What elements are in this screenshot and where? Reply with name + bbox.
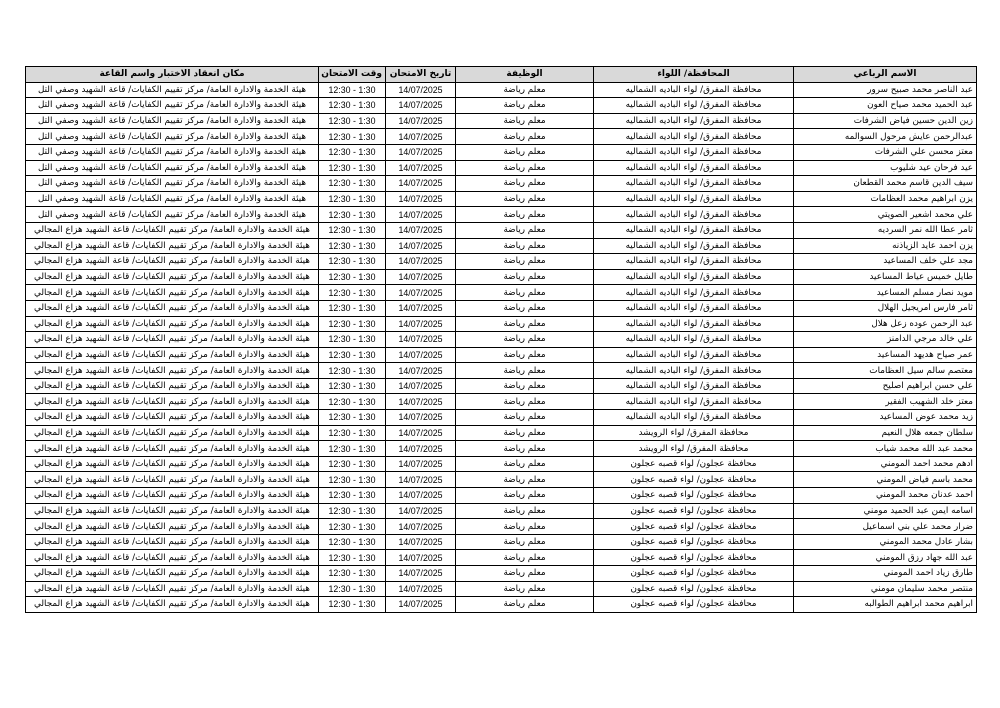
- cell-job: معلم رياضة: [456, 597, 594, 613]
- cell-exam-date: 14/07/2025: [386, 425, 456, 441]
- table-row: [26, 597, 977, 613]
- cell-exam-time: 12:30 - 1:30: [319, 316, 386, 332]
- cell-exam-time: 12:30 - 1:30: [319, 378, 386, 394]
- cell-job: معلم رياضة: [456, 238, 594, 254]
- cell-job: معلم رياضة: [456, 129, 594, 145]
- cell-full-name: منتصر محمد سليمان مومني: [794, 581, 977, 597]
- cell-job: معلم رياضة: [456, 581, 594, 597]
- cell-full-name: عمر صياح هديهد المساعيد: [794, 347, 977, 363]
- cell-full-name: عبدالرحمن عايش مرحول السوالمه: [794, 129, 977, 145]
- table-row: [26, 550, 977, 566]
- cell-exam-time: 12:30 - 1:30: [319, 238, 386, 254]
- cell-governorate: محافظة عجلون/ لواء قصبه عجلون: [594, 597, 794, 613]
- cell-full-name: طايل خميس عياط المساعيد: [794, 269, 977, 285]
- cell-exam-time: 12:30 - 1:30: [319, 425, 386, 441]
- cell-exam-time: 12:30 - 1:30: [319, 550, 386, 566]
- cell-full-name: مويد نصار مسلم المساعيد: [794, 285, 977, 301]
- cell-exam-venue: هيئة الخدمة والادارة العامة/ مركز تقييم الكفايات/ قاعة الشهيد وصفي التل: [26, 207, 319, 223]
- cell-governorate: محافظة عجلون/ لواء قصبه عجلون: [594, 550, 794, 566]
- cell-exam-venue: هيئة الخدمة والادارة العامة/ مركز تقييم الكفايات/ قاعة الشهيد هزاع المجالي: [26, 363, 319, 379]
- cell-exam-time: 12:30 - 1:30: [319, 269, 386, 285]
- cell-governorate: محافظة المفرق/ لواء الباديه الشماليه: [594, 176, 794, 192]
- cell-job: معلم رياضة: [456, 363, 594, 379]
- table-row: [26, 472, 977, 488]
- cell-exam-date: 14/07/2025: [386, 176, 456, 192]
- cell-exam-time: 12:30 - 1:30: [319, 441, 386, 457]
- cell-exam-venue: هيئة الخدمة والادارة العامة/ مركز تقييم الكفايات/ قاعة الشهيد هزاع المجالي: [26, 550, 319, 566]
- header-governorate: المحافظة/ اللواء: [594, 67, 794, 83]
- cell-exam-venue: هيئة الخدمة والادارة العامة/ مركز تقييم الكفايات/ قاعة الشهيد هزاع المجالي: [26, 597, 319, 613]
- cell-governorate: محافظة المفرق/ لواء الباديه الشماليه: [594, 378, 794, 394]
- cell-governorate: محافظة عجلون/ لواء قصبه عجلون: [594, 456, 794, 472]
- cell-full-name: طارق زياد احمد المومني: [794, 566, 977, 582]
- cell-job: معلم رياضة: [456, 519, 594, 535]
- table-row: [26, 254, 977, 270]
- cell-exam-time: 12:30 - 1:30: [319, 222, 386, 238]
- cell-job: معلم رياضة: [456, 113, 594, 129]
- cell-exam-venue: هيئة الخدمة والادارة العامة/ مركز تقييم الكفايات/ قاعة الشهيد هزاع المجالي: [26, 488, 319, 504]
- cell-governorate: محافظة المفرق/ لواء الباديه الشماليه: [594, 238, 794, 254]
- cell-exam-venue: هيئة الخدمة والادارة العامة/ مركز تقييم الكفايات/ قاعة الشهيد هزاع المجالي: [26, 254, 319, 270]
- table-row: [26, 347, 977, 363]
- cell-exam-date: 14/07/2025: [386, 113, 456, 129]
- cell-exam-date: 14/07/2025: [386, 238, 456, 254]
- cell-full-name: يزن احمد عايد الزياذنه: [794, 238, 977, 254]
- cell-exam-date: 14/07/2025: [386, 566, 456, 582]
- cell-exam-date: 14/07/2025: [386, 410, 456, 426]
- table-row: [26, 144, 977, 160]
- cell-exam-time: 12:30 - 1:30: [319, 129, 386, 145]
- table-row: [26, 207, 977, 223]
- cell-exam-date: 14/07/2025: [386, 550, 456, 566]
- table-row: [26, 300, 977, 316]
- cell-job: معلم رياضة: [456, 207, 594, 223]
- cell-job: معلم رياضة: [456, 441, 594, 457]
- cell-exam-time: 12:30 - 1:30: [319, 144, 386, 160]
- cell-exam-date: 14/07/2025: [386, 378, 456, 394]
- cell-exam-venue: هيئة الخدمة والادارة العامة/ مركز تقييم الكفايات/ قاعة الشهيد وصفي التل: [26, 98, 319, 114]
- table-row: [26, 488, 977, 504]
- cell-job: معلم رياضة: [456, 410, 594, 426]
- cell-exam-date: 14/07/2025: [386, 472, 456, 488]
- cell-exam-time: 12:30 - 1:30: [319, 332, 386, 348]
- cell-full-name: سيف الدين قاسم محمد القطعان: [794, 176, 977, 192]
- cell-exam-time: 12:30 - 1:30: [319, 98, 386, 114]
- cell-full-name: عيد فرحان عيد شليوب: [794, 160, 977, 176]
- cell-full-name: زيد محمد عوض المساعيد: [794, 410, 977, 426]
- table-row: [26, 456, 977, 472]
- cell-governorate: محافظة المفرق/ لواء الباديه الشماليه: [594, 82, 794, 98]
- cell-exam-date: 14/07/2025: [386, 441, 456, 457]
- cell-full-name: يزن ابراهيم محمد العظامات: [794, 191, 977, 207]
- cell-full-name: معتز محسن علي الشرفات: [794, 144, 977, 160]
- table-row: [26, 425, 977, 441]
- cell-exam-venue: هيئة الخدمة والادارة العامة/ مركز تقييم الكفايات/ قاعة الشهيد هزاع المجالي: [26, 269, 319, 285]
- cell-exam-venue: هيئة الخدمة والادارة العامة/ مركز تقييم الكفايات/ قاعة الشهيد وصفي التل: [26, 129, 319, 145]
- cell-full-name: مجد علي خلف المساعيد: [794, 254, 977, 270]
- cell-governorate: محافظة المفرق/ لواء الباديه الشماليه: [594, 269, 794, 285]
- cell-exam-venue: هيئة الخدمة والادارة العامة/ مركز تقييم الكفايات/ قاعة الشهيد هزاع المجالي: [26, 410, 319, 426]
- cell-full-name: زين الدين حسين فياض الشرفات: [794, 113, 977, 129]
- cell-job: معلم رياضة: [456, 300, 594, 316]
- cell-job: معلم رياضة: [456, 144, 594, 160]
- table-row: [26, 129, 977, 145]
- cell-exam-venue: هيئة الخدمة والادارة العامة/ مركز تقييم الكفايات/ قاعة الشهيد هزاع المجالي: [26, 425, 319, 441]
- cell-job: معلم رياضة: [456, 332, 594, 348]
- cell-governorate: محافظة المفرق/ لواء الباديه الشماليه: [594, 98, 794, 114]
- table-row: [26, 363, 977, 379]
- cell-full-name: محمد عبد الله محمد شياب: [794, 441, 977, 457]
- cell-governorate: محافظة المفرق/ لواء الباديه الشماليه: [594, 207, 794, 223]
- cell-governorate: محافظة عجلون/ لواء قصبه عجلون: [594, 581, 794, 597]
- cell-exam-venue: هيئة الخدمة والادارة العامة/ مركز تقييم الكفايات/ قاعة الشهيد هزاع المجالي: [26, 534, 319, 550]
- cell-exam-date: 14/07/2025: [386, 300, 456, 316]
- cell-exam-venue: هيئة الخدمة والادارة العامة/ مركز تقييم الكفايات/ قاعة الشهيد هزاع المجالي: [26, 566, 319, 582]
- cell-exam-time: 12:30 - 1:30: [319, 82, 386, 98]
- header-exam-venue: مكان انعقاد الاختبار واسم القاعة: [26, 67, 319, 83]
- cell-governorate: محافظة المفرق/ لواء الرويشد: [594, 425, 794, 441]
- cell-governorate: محافظة المفرق/ لواء الباديه الشماليه: [594, 222, 794, 238]
- cell-governorate: محافظة المفرق/ لواء الباديه الشماليه: [594, 300, 794, 316]
- table-row: [26, 316, 977, 332]
- cell-governorate: محافظة المفرق/ لواء الباديه الشماليه: [594, 363, 794, 379]
- cell-exam-time: 12:30 - 1:30: [319, 566, 386, 582]
- cell-exam-venue: هيئة الخدمة والادارة العامة/ مركز تقييم الكفايات/ قاعة الشهيد هزاع المجالي: [26, 519, 319, 535]
- cell-exam-venue: هيئة الخدمة والادارة العامة/ مركز تقييم الكفايات/ قاعة الشهيد هزاع المجالي: [26, 378, 319, 394]
- cell-full-name: معتز خلد الشهيب الفقير: [794, 394, 977, 410]
- cell-exam-time: 12:30 - 1:30: [319, 285, 386, 301]
- cell-job: معلم رياضة: [456, 316, 594, 332]
- table-row: [26, 378, 977, 394]
- cell-full-name: ادهم محمد احمد المومني: [794, 456, 977, 472]
- cell-exam-venue: هيئة الخدمة والادارة العامة/ مركز تقييم الكفايات/ قاعة الشهيد وصفي التل: [26, 82, 319, 98]
- cell-governorate: محافظة عجلون/ لواء قصبه عجلون: [594, 503, 794, 519]
- cell-exam-venue: هيئة الخدمة والادارة العامة/ مركز تقييم الكفايات/ قاعة الشهيد هزاع المجالي: [26, 300, 319, 316]
- cell-governorate: محافظة المفرق/ لواء الباديه الشماليه: [594, 410, 794, 426]
- table-row: [26, 238, 977, 254]
- header-row: [26, 67, 977, 83]
- table-row: [26, 394, 977, 410]
- table-row: [26, 519, 977, 535]
- cell-exam-venue: هيئة الخدمة والادارة العامة/ مركز تقييم الكفايات/ قاعة الشهيد هزاع المجالي: [26, 456, 319, 472]
- cell-job: معلم رياضة: [456, 550, 594, 566]
- cell-exam-venue: هيئة الخدمة والادارة العامة/ مركز تقييم الكفايات/ قاعة الشهيد هزاع المجالي: [26, 332, 319, 348]
- cell-exam-date: 14/07/2025: [386, 316, 456, 332]
- table-row: [26, 503, 977, 519]
- cell-exam-date: 14/07/2025: [386, 597, 456, 613]
- cell-exam-time: 12:30 - 1:30: [319, 176, 386, 192]
- table-row: [26, 160, 977, 176]
- cell-job: معلم رياضة: [456, 176, 594, 192]
- table-row: [26, 285, 977, 301]
- cell-exam-date: 14/07/2025: [386, 347, 456, 363]
- cell-job: معلم رياضة: [456, 394, 594, 410]
- cell-full-name: ضرار محمد علي بني اسماعيل: [794, 519, 977, 535]
- cell-full-name: علي حسن ابراهيم اصليح: [794, 378, 977, 394]
- cell-exam-venue: هيئة الخدمة والادارة العامة/ مركز تقييم الكفايات/ قاعة الشهيد هزاع المجالي: [26, 503, 319, 519]
- cell-governorate: محافظة المفرق/ لواء الباديه الشماليه: [594, 332, 794, 348]
- cell-exam-time: 12:30 - 1:30: [319, 410, 386, 426]
- cell-exam-venue: هيئة الخدمة والادارة العامة/ مركز تقييم الكفايات/ قاعة الشهيد وصفي التل: [26, 191, 319, 207]
- cell-exam-venue: هيئة الخدمة والادارة العامة/ مركز تقييم الكفايات/ قاعة الشهيد هزاع المجالي: [26, 347, 319, 363]
- cell-exam-time: 12:30 - 1:30: [319, 597, 386, 613]
- header-full-name: الاسم الرباعي: [794, 67, 977, 83]
- cell-governorate: محافظة عجلون/ لواء قصبه عجلون: [594, 534, 794, 550]
- exam-schedule-table: [25, 66, 977, 613]
- cell-exam-date: 14/07/2025: [386, 363, 456, 379]
- cell-exam-venue: هيئة الخدمة والادارة العامة/ مركز تقييم الكفايات/ قاعة الشهيد هزاع المجالي: [26, 394, 319, 410]
- cell-exam-time: 12:30 - 1:30: [319, 160, 386, 176]
- header-exam-date: تاريخ الامتحان: [386, 67, 456, 83]
- table-row: [26, 113, 977, 129]
- cell-governorate: محافظة المفرق/ لواء الباديه الشماليه: [594, 394, 794, 410]
- cell-job: معلم رياضة: [456, 82, 594, 98]
- cell-full-name: ثامر فارس امريجيل الهلال: [794, 300, 977, 316]
- cell-exam-time: 12:30 - 1:30: [319, 191, 386, 207]
- cell-exam-time: 12:30 - 1:30: [319, 300, 386, 316]
- cell-exam-date: 14/07/2025: [386, 519, 456, 535]
- cell-full-name: ثامر عطا الله نمر السرديه: [794, 222, 977, 238]
- table-row: [26, 441, 977, 457]
- cell-exam-time: 12:30 - 1:30: [319, 363, 386, 379]
- cell-exam-date: 14/07/2025: [386, 394, 456, 410]
- table-row: [26, 98, 977, 114]
- table-row: [26, 581, 977, 597]
- cell-exam-venue: هيئة الخدمة والادارة العامة/ مركز تقييم الكفايات/ قاعة الشهيد هزاع المجالي: [26, 285, 319, 301]
- cell-job: معلم رياضة: [456, 254, 594, 270]
- cell-full-name: سلطان جمعه هلال النعيم: [794, 425, 977, 441]
- cell-job: معلم رياضة: [456, 222, 594, 238]
- cell-exam-venue: هيئة الخدمة والادارة العامة/ مركز تقييم الكفايات/ قاعة الشهيد هزاع المجالي: [26, 222, 319, 238]
- cell-job: معلم رياضة: [456, 347, 594, 363]
- cell-job: معلم رياضة: [456, 269, 594, 285]
- cell-exam-date: 14/07/2025: [386, 332, 456, 348]
- table-row: [26, 176, 977, 192]
- cell-exam-date: 14/07/2025: [386, 191, 456, 207]
- cell-governorate: محافظة المفرق/ لواء الباديه الشماليه: [594, 285, 794, 301]
- cell-full-name: عبد الله جهاد رزق المومني: [794, 550, 977, 566]
- cell-exam-time: 12:30 - 1:30: [319, 503, 386, 519]
- cell-governorate: محافظة عجلون/ لواء قصبه عجلون: [594, 472, 794, 488]
- table-row: [26, 534, 977, 550]
- table-row: [26, 410, 977, 426]
- cell-exam-venue: هيئة الخدمة والادارة العامة/ مركز تقييم الكفايات/ قاعة الشهيد وصفي التل: [26, 160, 319, 176]
- cell-full-name: عبد الرحمن عوده زعل هلال: [794, 316, 977, 332]
- cell-job: معلم رياضة: [456, 456, 594, 472]
- cell-exam-venue: هيئة الخدمة والادارة العامة/ مركز تقييم الكفايات/ قاعة الشهيد هزاع المجالي: [26, 238, 319, 254]
- cell-governorate: محافظة المفرق/ لواء الباديه الشماليه: [594, 347, 794, 363]
- cell-exam-date: 14/07/2025: [386, 98, 456, 114]
- cell-exam-date: 14/07/2025: [386, 534, 456, 550]
- cell-governorate: محافظة عجلون/ لواء قصبه عجلون: [594, 566, 794, 582]
- cell-governorate: محافظة عجلون/ لواء قصبه عجلون: [594, 488, 794, 504]
- header-exam-time: وقت الامتحان: [319, 67, 386, 83]
- table-row: [26, 566, 977, 582]
- cell-exam-date: 14/07/2025: [386, 254, 456, 270]
- cell-job: معلم رياضة: [456, 566, 594, 582]
- cell-governorate: محافظة المفرق/ لواء الباديه الشماليه: [594, 191, 794, 207]
- cell-exam-venue: هيئة الخدمة والادارة العامة/ مركز تقييم الكفايات/ قاعة الشهيد وصفي التل: [26, 176, 319, 192]
- cell-exam-time: 12:30 - 1:30: [319, 519, 386, 535]
- cell-exam-date: 14/07/2025: [386, 129, 456, 145]
- cell-exam-date: 14/07/2025: [386, 503, 456, 519]
- cell-full-name: عبد الناصر محمد صبيح سرور: [794, 82, 977, 98]
- cell-exam-date: 14/07/2025: [386, 82, 456, 98]
- cell-full-name: احمد عدنان محمد المومني: [794, 488, 977, 504]
- cell-exam-time: 12:30 - 1:30: [319, 347, 386, 363]
- cell-job: معلم رياضة: [456, 503, 594, 519]
- cell-job: معلم رياضة: [456, 285, 594, 301]
- cell-governorate: محافظة المفرق/ لواء الباديه الشماليه: [594, 316, 794, 332]
- cell-exam-time: 12:30 - 1:30: [319, 254, 386, 270]
- cell-exam-date: 14/07/2025: [386, 456, 456, 472]
- cell-full-name: محمد باسم فياض المومني: [794, 472, 977, 488]
- cell-exam-date: 14/07/2025: [386, 207, 456, 223]
- cell-exam-date: 14/07/2025: [386, 581, 456, 597]
- cell-full-name: معتصم سالم سيل العظامات: [794, 363, 977, 379]
- cell-full-name: عبد الحميد محمد صياح العون: [794, 98, 977, 114]
- table-row: [26, 269, 977, 285]
- cell-job: معلم رياضة: [456, 378, 594, 394]
- cell-exam-date: 14/07/2025: [386, 222, 456, 238]
- cell-governorate: محافظة المفرق/ لواء الباديه الشماليه: [594, 129, 794, 145]
- cell-job: معلم رياضة: [456, 488, 594, 504]
- cell-job: معلم رياضة: [456, 425, 594, 441]
- cell-exam-venue: هيئة الخدمة والادارة العامة/ مركز تقييم الكفايات/ قاعة الشهيد هزاع المجالي: [26, 472, 319, 488]
- cell-exam-time: 12:30 - 1:30: [319, 394, 386, 410]
- cell-governorate: محافظة المفرق/ لواء الرويشد: [594, 441, 794, 457]
- cell-exam-time: 12:30 - 1:30: [319, 488, 386, 504]
- cell-exam-time: 12:30 - 1:30: [319, 534, 386, 550]
- cell-exam-venue: هيئة الخدمة والادارة العامة/ مركز تقييم الكفايات/ قاعة الشهيد هزاع المجالي: [26, 581, 319, 597]
- cell-job: معلم رياضة: [456, 191, 594, 207]
- table-row: [26, 82, 977, 98]
- cell-full-name: ابراهيم محمد ابراهيم الطوالبه: [794, 597, 977, 613]
- cell-governorate: محافظة المفرق/ لواء الباديه الشماليه: [594, 144, 794, 160]
- cell-job: معلم رياضة: [456, 98, 594, 114]
- cell-exam-date: 14/07/2025: [386, 285, 456, 301]
- table-row: [26, 222, 977, 238]
- cell-governorate: محافظة المفرق/ لواء الباديه الشماليه: [594, 113, 794, 129]
- cell-exam-date: 14/07/2025: [386, 488, 456, 504]
- cell-exam-time: 12:30 - 1:30: [319, 472, 386, 488]
- cell-exam-venue: هيئة الخدمة والادارة العامة/ مركز تقييم الكفايات/ قاعة الشهيد وصفي التل: [26, 144, 319, 160]
- cell-exam-venue: هيئة الخدمة والادارة العامة/ مركز تقييم الكفايات/ قاعة الشهيد هزاع المجالي: [26, 316, 319, 332]
- cell-full-name: علي خالد مرجي الدامنز: [794, 332, 977, 348]
- cell-full-name: اسامه ايمن عبد الحميد مومني: [794, 503, 977, 519]
- cell-governorate: محافظة المفرق/ لواء الباديه الشماليه: [594, 160, 794, 176]
- cell-full-name: بشار عادل محمد المومني: [794, 534, 977, 550]
- cell-exam-time: 12:30 - 1:30: [319, 113, 386, 129]
- cell-governorate: محافظة عجلون/ لواء قصبه عجلون: [594, 519, 794, 535]
- cell-exam-time: 12:30 - 1:30: [319, 456, 386, 472]
- cell-full-name: علي محمد اشعير الصويتي: [794, 207, 977, 223]
- table-row: [26, 191, 977, 207]
- table-row: [26, 332, 977, 348]
- cell-exam-time: 12:30 - 1:30: [319, 581, 386, 597]
- cell-exam-venue: هيئة الخدمة والادارة العامة/ مركز تقييم الكفايات/ قاعة الشهيد وصفي التل: [26, 113, 319, 129]
- cell-exam-date: 14/07/2025: [386, 269, 456, 285]
- cell-job: معلم رياضة: [456, 472, 594, 488]
- cell-exam-venue: هيئة الخدمة والادارة العامة/ مركز تقييم الكفايات/ قاعة الشهيد هزاع المجالي: [26, 441, 319, 457]
- cell-exam-time: 12:30 - 1:30: [319, 207, 386, 223]
- cell-exam-date: 14/07/2025: [386, 144, 456, 160]
- cell-exam-date: 14/07/2025: [386, 160, 456, 176]
- cell-job: معلم رياضة: [456, 160, 594, 176]
- cell-governorate: محافظة المفرق/ لواء الباديه الشماليه: [594, 254, 794, 270]
- header-job: الوظيفة: [456, 67, 594, 83]
- cell-job: معلم رياضة: [456, 534, 594, 550]
